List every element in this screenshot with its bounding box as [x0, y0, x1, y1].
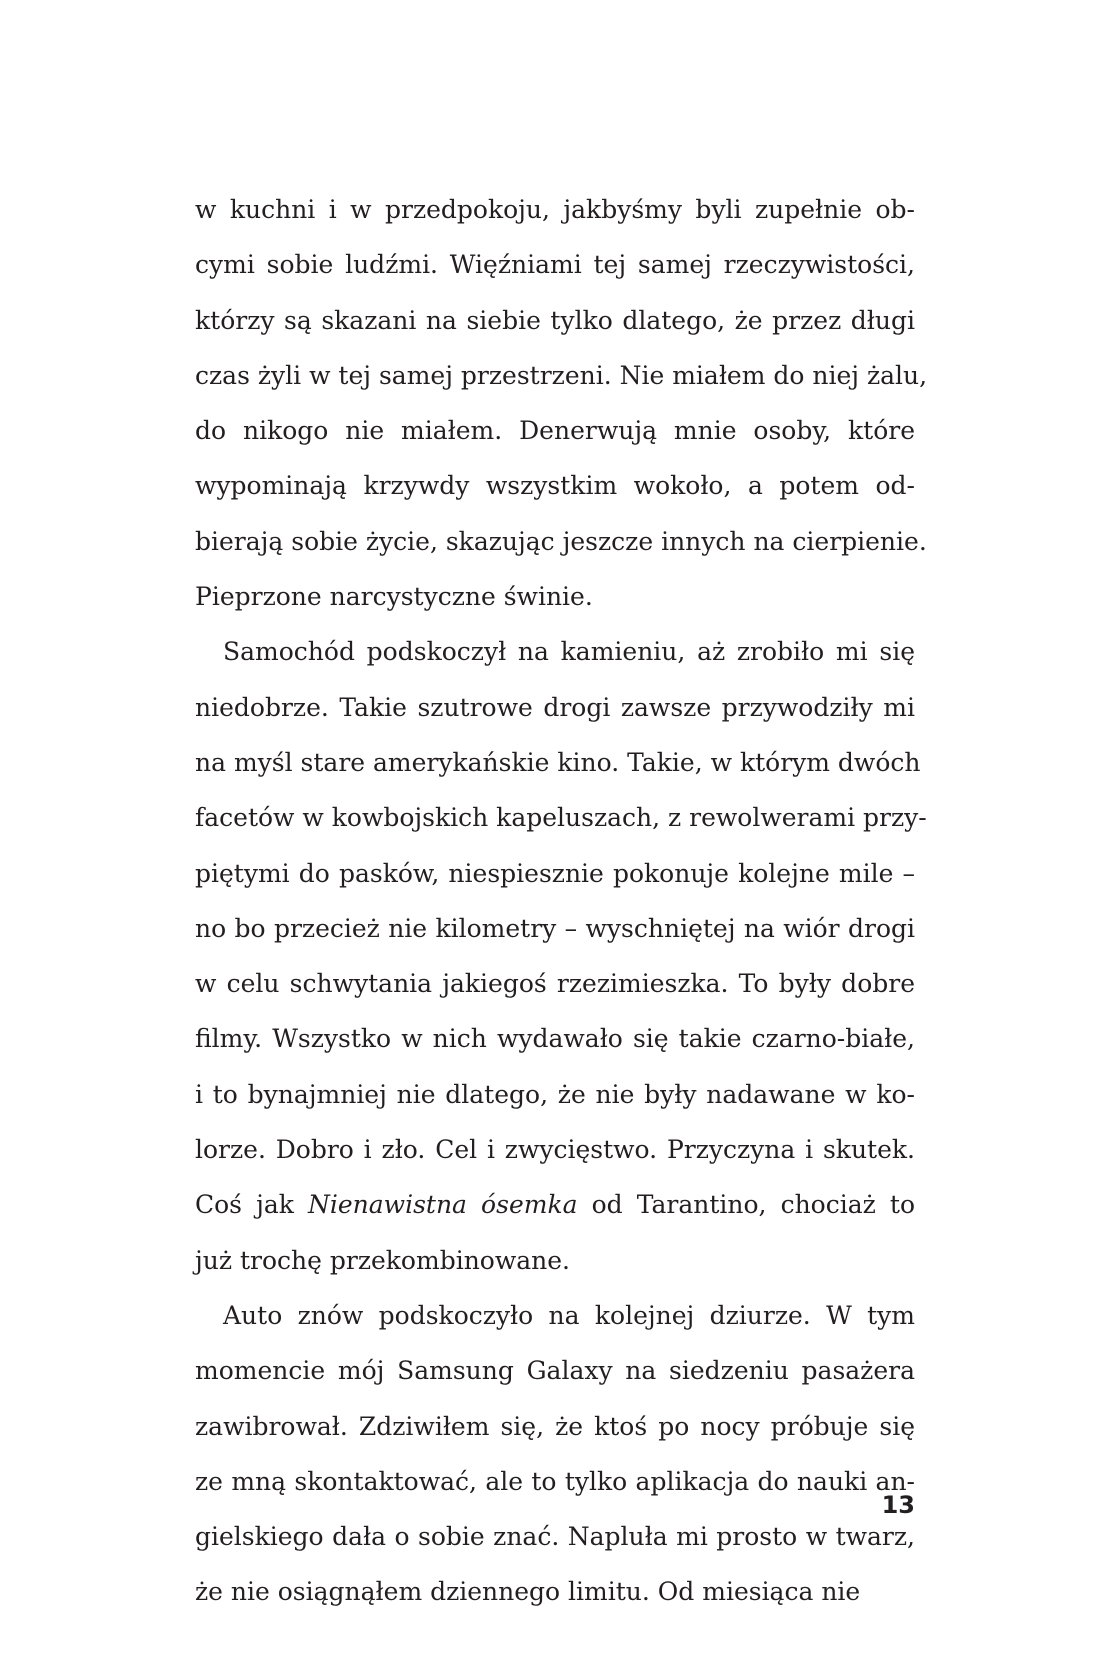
text-segment: bierają sobie życie, skazując jeszcze innych na cierpienie.	[195, 526, 927, 556]
text-line	[195, 1067, 915, 1122]
text-line	[195, 293, 915, 348]
text-segment: do nikogo nie miałem. Denerwują mnie osoby, które	[195, 416, 915, 446]
text-line	[195, 1288, 915, 1343]
text-line	[195, 458, 915, 513]
text-line	[195, 1564, 915, 1619]
text-line	[195, 735, 921, 790]
text-line	[195, 680, 915, 735]
text-line	[195, 182, 915, 237]
text-segment: filmy. Wszystko w nich wydawało się takie czarno-białe,	[195, 1024, 915, 1054]
text-segment: którzy są skazani na siebie tylko dlatego, że przez długi	[195, 305, 915, 335]
text-segment: wypominają krzywdy wszystkim wokoło, a potem od-	[195, 471, 915, 501]
text-line	[195, 1343, 915, 1398]
text-segment: cymi sobie ludźmi. Więźniami tej samej rzeczywistości,	[195, 250, 915, 280]
text-segment: Auto znów podskoczyło na kolejnej dziurze. W tym	[223, 1300, 915, 1330]
text-segment: niedobrze. Takie szutrowe drogi zawsze przywodziły mi	[195, 692, 915, 722]
text-segment: lorze. Dobro i zło. Cel i zwycięstwo. Przyczyna i skutek.	[195, 1135, 915, 1165]
text-segment: już trochę przekombinowane.	[195, 1245, 570, 1275]
text-line	[195, 403, 915, 458]
text-segment: momencie mój Samsung Galaxy na siedzeniu pasażera	[195, 1356, 915, 1386]
text-segment: ze mną skontaktować, ale to tylko aplikacja do nauki an-	[195, 1466, 915, 1496]
text-segment: od Tarantino, chociaż to	[577, 1190, 915, 1220]
text-line	[195, 790, 927, 845]
paragraph	[195, 624, 927, 1288]
text-line	[195, 1122, 915, 1177]
text-line	[195, 901, 915, 956]
text-line	[195, 1177, 915, 1232]
text-segment: na myśl stare amerykańskie kino. Takie, w którym dwóch	[195, 747, 921, 777]
text-line	[195, 237, 915, 292]
text-line	[195, 569, 915, 624]
text-line	[195, 1454, 915, 1509]
text-line	[195, 514, 927, 569]
paragraph	[195, 182, 928, 624]
text-segment: no bo przecież nie kilometry – wyschniętej na wiór drogi	[195, 913, 915, 943]
text-segment: facetów w kowbojskich kapeluszach, z rewolwerami przy-	[195, 803, 927, 833]
text-segment: zawibrował. Zdziwiłem się, że ktoś po nocy próbuje się	[195, 1411, 915, 1441]
text-segment: czas żyli w tej samej przestrzeni. Nie miałem do niej żalu,	[195, 360, 928, 390]
page-number: 13	[881, 1491, 915, 1519]
text-segment: Samochód podskoczył na kamieniu, aż zrobiło mi się	[223, 637, 915, 667]
text-line	[195, 1399, 915, 1454]
text-segment: piętymi do pasków, niespiesznie pokonuje kolejne mile –	[195, 858, 915, 888]
text-segment: w kuchni i w przedpokoju, jakbyśmy byli zupełnie ob-	[195, 195, 915, 224]
text-segment: w celu schwytania jakiegoś rzezimieszka. To były dobre	[195, 969, 915, 999]
text-line	[195, 1011, 915, 1066]
text-line	[195, 956, 915, 1011]
text-line	[195, 348, 928, 403]
paragraph	[195, 1288, 915, 1620]
text-segment: Pieprzone narcystyczne świnie.	[195, 582, 593, 612]
text-segment: gielskiego dała o sobie znać. Napluła mi prosto w twarz,	[195, 1522, 915, 1552]
text-line	[195, 1233, 915, 1288]
text-line	[195, 624, 915, 679]
text-segment: i to bynajmniej nie dlatego, że nie były nadawane w ko-	[195, 1079, 915, 1109]
text-segment: że nie osiągnąłem dziennego limitu. Od miesiąca nie	[195, 1577, 861, 1607]
text-segment: Coś jak	[195, 1190, 309, 1220]
body-text	[195, 182, 928, 1620]
text-line	[195, 846, 915, 901]
text-line	[195, 1509, 915, 1564]
italic-title: Nienawistna ósemka	[308, 1190, 578, 1220]
